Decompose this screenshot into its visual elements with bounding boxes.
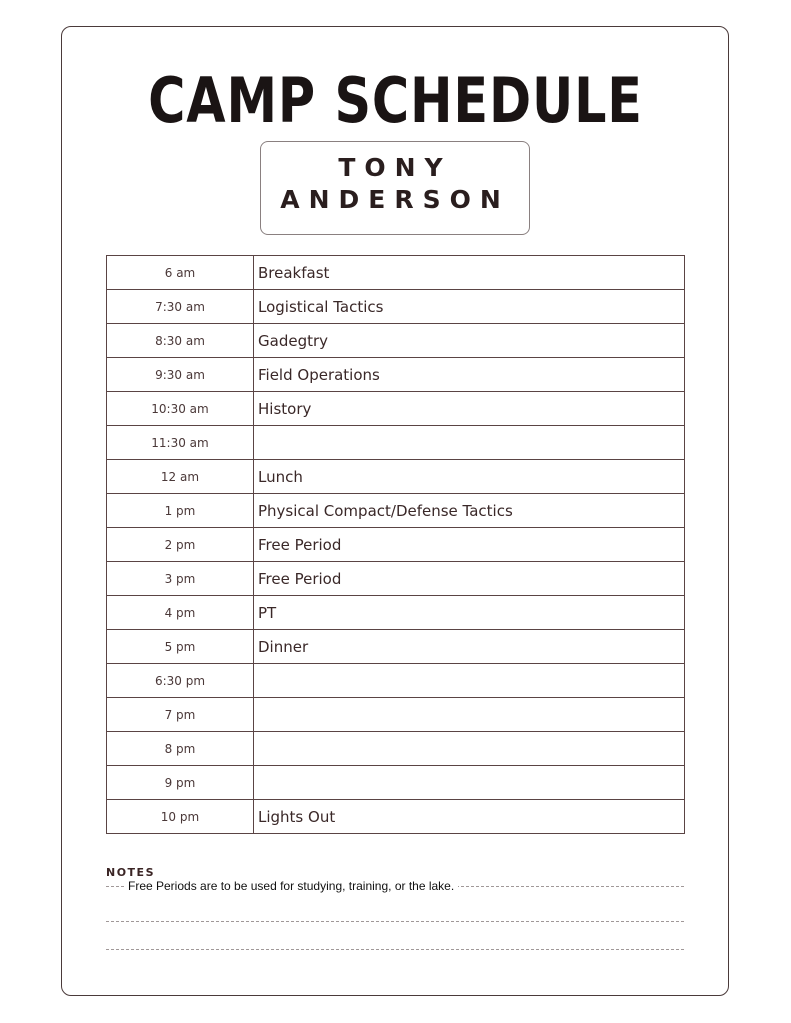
schedule-time: 11:30 am	[107, 426, 254, 460]
note-line-rule	[106, 921, 684, 922]
schedule-row	[107, 562, 685, 596]
schedule-table	[106, 255, 685, 834]
schedule-activity[interactable]: Breakfast	[254, 256, 685, 290]
schedule-time: 8:30 am	[107, 324, 254, 358]
schedule-row	[107, 392, 685, 426]
schedule-row	[107, 528, 685, 562]
schedule-row	[107, 664, 685, 698]
schedule-activity[interactable]	[254, 766, 685, 800]
schedule-activity[interactable]: Field Operations	[254, 358, 685, 392]
camper-last-name: ANDERSON	[280, 185, 510, 214]
note-line-text: Free Periods are to be used for studying, training, or the lake.	[124, 879, 458, 893]
schedule-activity[interactable]	[254, 426, 685, 460]
schedule-time: 1 pm	[107, 494, 254, 528]
schedule-activity[interactable]	[254, 664, 685, 698]
schedule-row	[107, 596, 685, 630]
schedule-activity[interactable]: Dinner	[254, 630, 685, 664]
schedule-activity[interactable]	[254, 732, 685, 766]
page-title: CAMP SCHEDULE	[148, 64, 643, 137]
schedule-row	[107, 698, 685, 732]
schedule-row	[107, 358, 685, 392]
schedule-time: 5 pm	[107, 630, 254, 664]
schedule-row	[107, 426, 685, 460]
schedule-row	[107, 494, 685, 528]
schedule-time: 7:30 am	[107, 290, 254, 324]
schedule-activity[interactable]: Lunch	[254, 460, 685, 494]
schedule-time: 12 am	[107, 460, 254, 494]
note-line-rule	[106, 949, 684, 950]
note-line[interactable]	[106, 879, 684, 893]
schedule-row	[107, 290, 685, 324]
schedule-time: 9:30 am	[107, 358, 254, 392]
name-box	[260, 141, 530, 235]
schedule-time: 9 pm	[107, 766, 254, 800]
schedule-body	[107, 256, 685, 834]
schedule-row	[107, 630, 685, 664]
schedule-time: 6 am	[107, 256, 254, 290]
schedule-time: 2 pm	[107, 528, 254, 562]
schedule-activity[interactable]	[254, 698, 685, 732]
schedule-time: 4 pm	[107, 596, 254, 630]
schedule-activity[interactable]: Logistical Tactics	[254, 290, 685, 324]
schedule-time: 3 pm	[107, 562, 254, 596]
schedule-time: 7 pm	[107, 698, 254, 732]
schedule-row	[107, 766, 685, 800]
schedule-activity[interactable]: Lights Out	[254, 800, 685, 834]
schedule-row	[107, 800, 685, 834]
schedule-activity[interactable]: Physical Compact/Defense Tactics	[254, 494, 685, 528]
schedule-activity[interactable]: History	[254, 392, 685, 426]
notes-label: NOTES	[106, 866, 155, 879]
note-line[interactable]	[106, 942, 684, 956]
schedule-activity[interactable]: Free Period	[254, 562, 685, 596]
schedule-time: 10:30 am	[107, 392, 254, 426]
schedule-row	[107, 460, 685, 494]
note-line[interactable]	[106, 914, 684, 928]
schedule-activity[interactable]: PT	[254, 596, 685, 630]
schedule-row	[107, 256, 685, 290]
schedule-row	[107, 324, 685, 358]
schedule-time: 10 pm	[107, 800, 254, 834]
schedule-activity[interactable]: Gadegtry	[254, 324, 685, 358]
schedule-time: 8 pm	[107, 732, 254, 766]
schedule-time: 6:30 pm	[107, 664, 254, 698]
schedule-activity[interactable]: Free Period	[254, 528, 685, 562]
schedule-row	[107, 732, 685, 766]
camper-first-name: TONY	[338, 153, 452, 182]
